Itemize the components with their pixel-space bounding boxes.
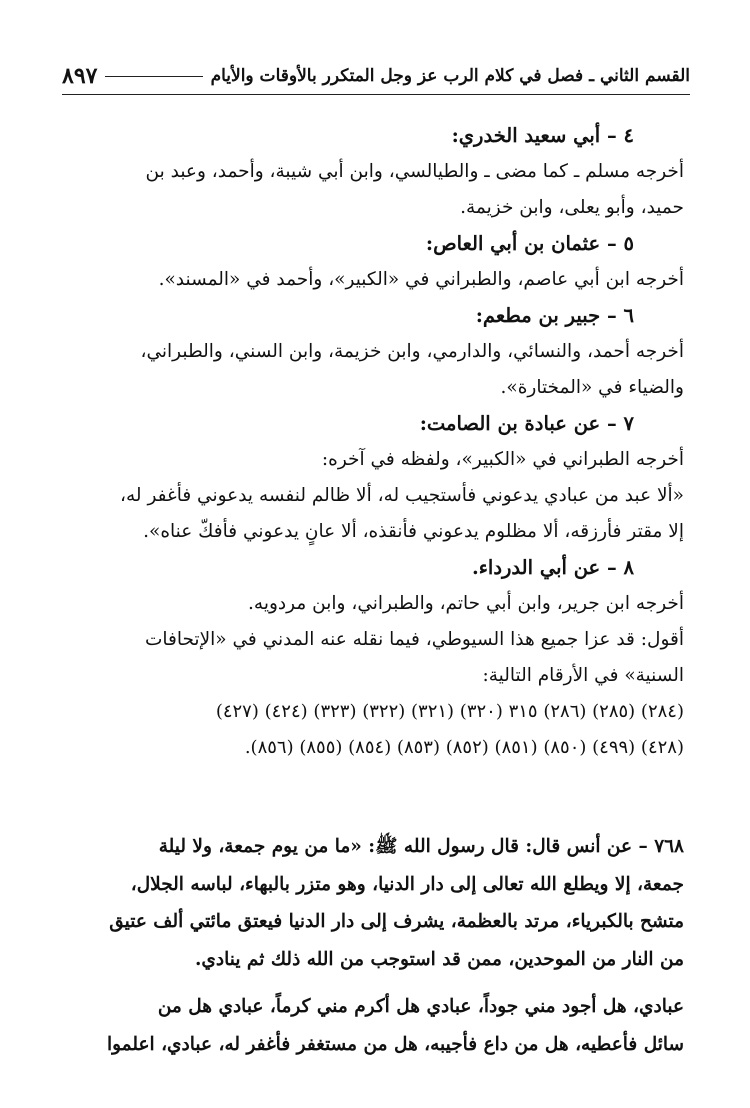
body-text [70, 118, 684, 766]
text-line: أخرجه مسلم ـ كما مضى ـ والطيالسي، وابن أبي شيبة، وأحمد، وعبد بن [145, 161, 684, 182]
reference-numbers: (٢٨٤) (٢٨٥) (٢٨٦) ٣١٥ (٣٢٠) (٣٢١) (٣٢٢) (٣٢٣) (٤٢٤) (٤٢٧) [215, 701, 684, 722]
hadith-line: عبادي، هل أجود مني جوداً، عبادي هل أكرم مني كرماً، عبادي هل من [157, 996, 684, 1017]
header-rule [105, 76, 202, 77]
hadith-line: من النار من الموحدين، ممن قد استوجب من الله ذلك ثم ينادي. [194, 948, 684, 970]
text-line: أخرجه ابن أبي عاصم، والطبراني في «الكبير»، وأحمد في «المسند». [158, 269, 684, 290]
hadith-line: متشح بالكبرياء، مرتد بالعظمة، يشرف إلى دار الدنيا فيعتق مائتي ألف عتيق [109, 911, 684, 932]
text-line: حميد، وأبو يعلى، وابن خزيمة. [460, 197, 684, 218]
section-heading: ٥ – عثمان بن أبي العاص: [425, 232, 634, 255]
section-heading: ٨ – عن أبي الدرداء. [471, 556, 634, 579]
section-heading: ٧ – عن عبادة بن الصامت: [419, 412, 634, 435]
quote-line: «ألا عبد من عبادي يدعوني فأستجيب له، ألا ظالم لنفسه يدعوني فأغفر له، [120, 485, 684, 506]
text-line: أخرجه الطبراني في «الكبير»، ولفظه في آخره: [321, 449, 684, 470]
running-header [62, 58, 690, 95]
section-heading: ٤ – أبي سعيد الخدري: [451, 124, 634, 147]
header-title: القسم الثاني ـ فصل في كلام الرب عز وجل المتكرر بالأوقات والأيام [210, 66, 690, 86]
paragraph-gap [64, 978, 684, 988]
hadith-block [64, 828, 684, 1063]
hadith-line: جمعة، إلا ويطلع الله تعالى إلى دار الدنيا، وهو متزر بالبهاء، لباسه الجلال، [130, 873, 684, 895]
text-line: السنية» في الأرقام التالية: [482, 665, 684, 686]
hadith-line: ٧٦٨ – عن أنس قال: قال رسول الله ﷺ: «ما من يوم جمعة، ولا ليلة [158, 836, 684, 857]
page-number: ٨٩٧ [62, 63, 98, 89]
reference-numbers: (٤٢٨) (٤٩٩) (٨٥٠) (٨٥١) (٨٥٢) (٨٥٣) (٨٥٤) (٨٥٥) (٨٥٦). [244, 737, 684, 758]
text-line: أخرجه أحمد، والنسائي، والدارمي، وابن خزيمة، وابن السني، والطبراني، [140, 341, 684, 362]
text-line: والضياء في «المختارة». [500, 377, 684, 398]
quote-line: إلا مقتر فأرزقه، ألا مظلوم يدعوني فأنقذه، ألا عانٍ يدعوني فأفكّ عناه». [143, 521, 684, 542]
text-line: أقول: قد عزا جميع هذا السيوطي، فيما نقله عنه المدني في «الإتحافات [144, 629, 684, 650]
hadith-line: سائل فأعطيه، هل من داع فأجيبه، هل من مستغفر فأغفر له، عبادي، اعلموا [106, 1033, 684, 1055]
section-heading: ٦ – جبير بن مطعم: [475, 304, 634, 327]
text-line: أخرجه ابن جرير، وابن أبي حاتم، والطبراني، وابن مردويه. [248, 593, 684, 614]
